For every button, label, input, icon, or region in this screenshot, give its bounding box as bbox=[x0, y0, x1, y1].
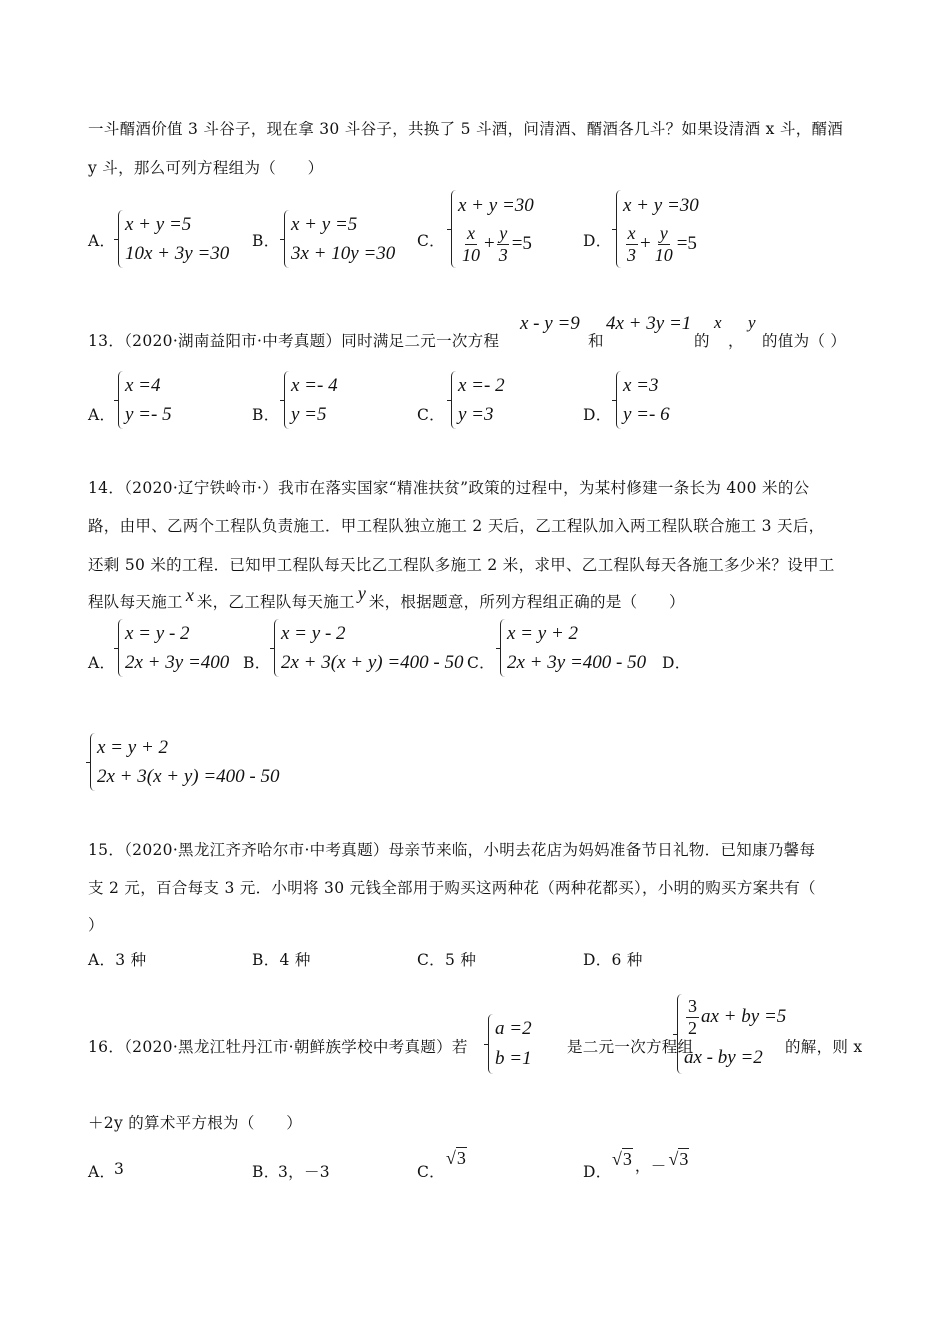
q14-option-b-label: B． bbox=[243, 654, 271, 672]
q13-stem-end: 的值为（ ） bbox=[762, 332, 847, 350]
q13-de: 的 bbox=[694, 332, 710, 350]
q12-line2: y 斗，那么可列方程组为（ ） bbox=[88, 159, 324, 177]
q14-option-c-system: x = y + 2 2x + 3y =400 - 50 bbox=[496, 619, 646, 677]
q12-option-c-label: C． bbox=[417, 232, 445, 250]
q12-option-d-system: x + y =30 $\frac{x}{3}$ + $\frac{y}{10}$ =5 bbox=[612, 190, 699, 268]
q13-option-c-label: C． bbox=[417, 406, 445, 424]
q15-line1: 15．（2020·黑龙江齐齐哈尔市·中考真题）母亲节来临，小明去花店为妈妈准备节日礼物．已知康乃馨每 bbox=[88, 841, 816, 859]
q14-line2: 路，由甲、乙两个工程队负责施工．甲工程队独立施工 2 天后，乙工程队加入两工程队联合施工 3 天后， bbox=[88, 517, 825, 535]
q13-option-c-system: x =- 2 y =3 bbox=[447, 371, 505, 429]
q13-x: x bbox=[714, 313, 722, 332]
q14-line1: 14．（2020·辽宁铁岭市·）我市在落实国家“精准扶贫”政策的过程中，为某村修建一条长为 400 米的公 bbox=[88, 479, 810, 497]
q16-stem-middle: 是二元一次方程组 bbox=[567, 1038, 694, 1056]
q16-option-c-sqrt: √3 bbox=[446, 1148, 466, 1168]
q14-option-b-system: x = y - 2 2x + 3(x + y) =400 - 50 bbox=[270, 619, 464, 677]
q13-option-d-system: x =3 y =- 6 bbox=[612, 371, 670, 429]
q14-line3: 还剩 50 米的工程．已知甲工程队每天比乙工程队多施工 2 米，求甲、乙工程队每天各施工多少米？设甲工 bbox=[88, 556, 835, 574]
q12-option-d-label: D． bbox=[583, 232, 612, 250]
q16-option-b-label: B． bbox=[252, 1163, 280, 1181]
q16-option-a-value: 3 bbox=[114, 1160, 125, 1178]
q13-equation-2: 4x + 3y =1 bbox=[606, 313, 692, 334]
q13-option-a-system: x =4 y =- 5 bbox=[114, 371, 172, 429]
q13-stem-text: 13．（2020·湖南益阳市·中考真题）同时满足二元一次方程 bbox=[88, 332, 500, 350]
q15-line2: 支 2 元，百合每支 3 元．小明将 30 元钱全部用于购买这两种花（两种花都买），小明的购买方案共有（ bbox=[88, 879, 816, 897]
q13-equation-1: x - y =9 bbox=[520, 313, 580, 334]
q15-line3: ） bbox=[88, 916, 104, 934]
q16-option-b-value: 3，－3 bbox=[278, 1163, 330, 1181]
q13-comma: ， bbox=[728, 332, 744, 350]
q13-option-d-label: D． bbox=[583, 406, 612, 424]
q12-line1: 一斗醑酒价值 3 斗谷子，现在拿 30 斗谷子，共换了 5 斗酒，问清酒、醑酒各几斗？如果设清酒 x 斗，醑酒 bbox=[88, 120, 844, 138]
q16-option-d-value: √3 ，－ √3 bbox=[612, 1148, 689, 1175]
q12-option-a-label: A． bbox=[88, 232, 116, 250]
q12-option-b-system: x + y =5 3x + 10y =30 bbox=[280, 210, 395, 268]
q16-condition-system: a =2 b =1 bbox=[484, 1014, 532, 1074]
q15-option-c: C．5 种 bbox=[417, 951, 477, 969]
q12-option-a-system: x + y =5 10x + 3y =30 bbox=[114, 210, 229, 268]
q16-stem-end: 的解，则 x bbox=[785, 1038, 863, 1056]
q14-option-c-label: C． bbox=[467, 654, 495, 672]
q13-y: y bbox=[748, 313, 756, 332]
q12-option-c-system: x + y =30 $\frac{x}{10}$ + $\frac{y}{3}$ =5 bbox=[447, 190, 534, 268]
q16-option-a-label: A． bbox=[88, 1163, 116, 1181]
q14-option-d-label: D． bbox=[662, 654, 691, 672]
q13-option-b-label: B． bbox=[252, 406, 280, 424]
q14-option-a-label: A． bbox=[88, 654, 116, 672]
q16-option-c-label: C． bbox=[417, 1163, 445, 1181]
q14-line4: 程队每天施工 x 米，乙工程队每天施工 y 米，根据题意，所列方程组正确的是（ ） bbox=[88, 583, 685, 611]
q14-option-a-system: x = y - 2 2x + 3y =400 bbox=[114, 619, 229, 677]
q16-line2: ＋2y 的算术平方根为（ ） bbox=[88, 1114, 303, 1132]
q14-option-d-system: x = y + 2 2x + 3(x + y) =400 - 50 bbox=[86, 733, 280, 791]
q15-option-b: B．4 种 bbox=[252, 951, 311, 969]
q13-option-a-label: A． bbox=[88, 406, 116, 424]
q15-option-a: A．3 种 bbox=[88, 951, 147, 969]
q13-and: 和 bbox=[588, 332, 604, 350]
q13-option-b-system: x =- 4 y =5 bbox=[280, 371, 338, 429]
q16-equation-system: $\frac{3}{2}$ ax + by =5 ax - by =2 bbox=[673, 994, 786, 1074]
q12-option-b-label: B． bbox=[252, 232, 280, 250]
q16-option-d-label: D． bbox=[583, 1163, 612, 1181]
q16-stem-text: 16．（2020·黑龙江牡丹江市·朝鲜族学校中考真题）若 bbox=[88, 1038, 468, 1056]
q15-option-d: D．6 种 bbox=[583, 951, 643, 969]
